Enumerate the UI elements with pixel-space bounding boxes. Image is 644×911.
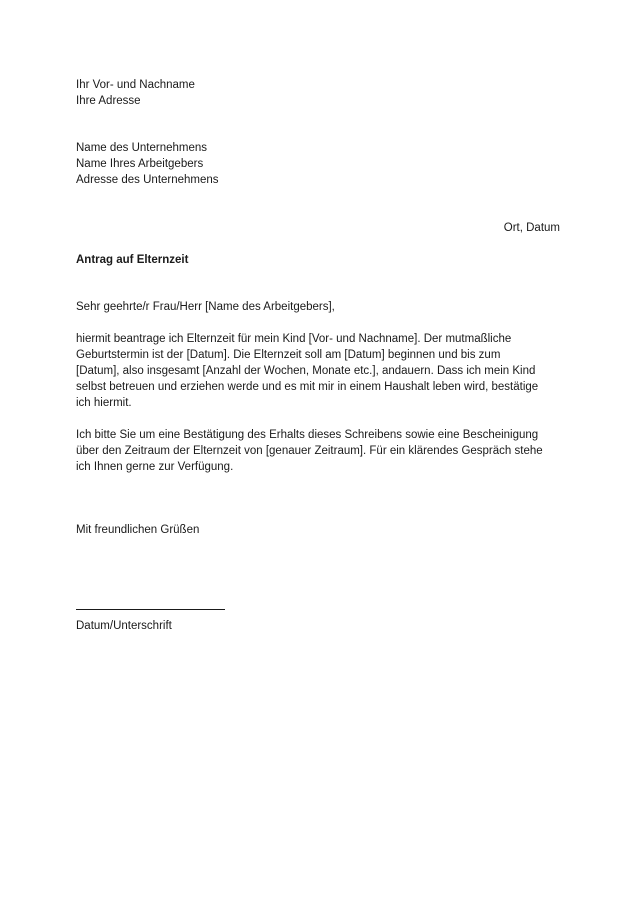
paragraph-line: ich hiermit. [76,397,132,409]
recipient-address: Adresse des Unternehmens [76,174,219,186]
signature-label: Datum/Unterschrift [76,620,172,632]
paragraph-line: ich Ihnen gerne zur Verfügung. [76,461,234,473]
subject-line: Antrag auf Elternzeit [76,254,189,266]
paragraph-line: Ich bitte Sie um eine Bestätigung des Erhalts dieses Schreibens sowie eine Bescheinigung [76,429,539,441]
body-paragraph-1 [76,331,564,411]
recipient-company: Name des Unternehmens [76,142,208,154]
place-date: Ort, Datum [503,222,560,234]
recipient-employer: Name Ihres Arbeitgebers [76,158,204,170]
sender-address: Ihre Adresse [76,95,141,107]
closing-phrase: Mit freundlichen Grüßen [76,524,200,536]
recipient-block [76,140,564,188]
paragraph-line: selbst betreuen und erziehen werde und es mit mir in einem Haushalt leben wird, bestätige [76,381,539,393]
signature-line [76,609,225,610]
sender-block [76,77,564,109]
sender-name: Ihr Vor- und Nachname [76,79,195,91]
paragraph-line: hiermit beantrage ich Elternzeit für mein Kind [Vor- und Nachname]. Der mutmaßliche [76,333,512,345]
body-paragraph-2 [76,427,564,475]
paragraph-line: Geburtstermin ist der [Datum]. Die Elternzeit soll am [Datum] beginnen und bis zum [76,349,501,361]
paragraph-line: [Datum], also insgesamt [Anzahl der Wochen, Monate etc.], andauern. Dass ich mein Kind [76,365,536,377]
paragraph-line: über den Zeitraum der Elternzeit von [genauer Zeitraum]. Für ein klärendes Gespräch stehe [76,445,543,457]
salutation: Sehr geehrte/r Frau/Herr [Name des Arbeitgebers], [76,301,335,313]
